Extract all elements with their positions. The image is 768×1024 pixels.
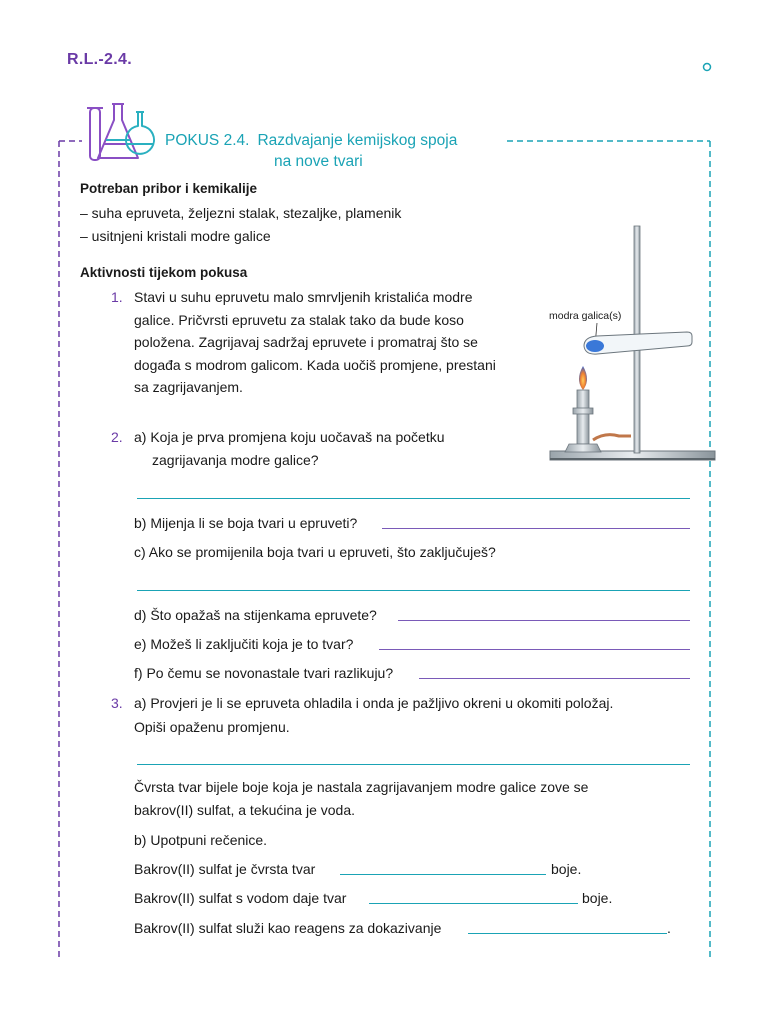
- question-3b: b) Upotpuni rečenice.: [134, 832, 268, 848]
- answer-line-s2[interactable]: [369, 903, 578, 904]
- bunsen-burner-apparatus-illustration: [545, 222, 720, 467]
- question-2f: f) Po čemu se novonastale tvari razlikuju?: [134, 665, 394, 681]
- answer-line-2a[interactable]: [137, 498, 690, 499]
- answer-line-s1[interactable]: [340, 874, 546, 875]
- question-3a-cont: Opiši opaženu promjenu.: [134, 719, 290, 735]
- lab-glassware-icon: [84, 100, 160, 168]
- worksheet-code: R.L.-2.4.: [67, 51, 132, 68]
- step1-line: galice. Pričvrsti epruvetu za stalak tako da bude koso: [134, 311, 464, 328]
- answer-line-2c[interactable]: [137, 590, 690, 591]
- step1-line: sa zagrijavanjem.: [134, 379, 243, 395]
- answer-line-2b[interactable]: [382, 528, 690, 529]
- activities-heading: Aktivnosti tijekom pokusa: [80, 265, 248, 280]
- question-2c: c) Ako se promijenila boja tvari u epruveti, što zaključuješ?: [134, 544, 496, 560]
- answer-line-2f[interactable]: [419, 678, 690, 679]
- question-2a: a) Koja je prva promjena koju uočavaš na početku: [134, 429, 445, 445]
- step-number: 2.: [111, 429, 123, 445]
- sentence-2-end: boje.: [582, 890, 613, 906]
- question-2b: b) Mijenja li se boja tvari u epruveti?: [134, 515, 358, 531]
- answer-line-3a[interactable]: [137, 764, 690, 765]
- sentence-2-start: Bakrov(II) sulfat s vodom daje tvar: [134, 890, 347, 906]
- step-number: 1.: [111, 289, 123, 305]
- answer-line-2d[interactable]: [398, 620, 690, 621]
- sentence-3-start: Bakrov(II) sulfat služi kao reagens za dokazivanje: [134, 920, 442, 936]
- question-2e: e) Možeš li zaključiti koja je to tvar?: [134, 636, 354, 652]
- experiment-title-line1: Razdvajanje kemijskog spoja: [257, 132, 458, 149]
- experiment-number: POKUS 2.4.: [165, 132, 250, 149]
- apparatus-label: modra galica(s): [549, 310, 622, 322]
- answer-line-s3[interactable]: [468, 933, 667, 934]
- sentence-1-end: boje.: [551, 861, 582, 877]
- question-3a: a) Provjeri je li se epruveta ohladila i onda je pažljivo okreni u okomiti položaj.: [134, 695, 614, 711]
- info-text-line1: Čvrsta tvar bijele boje koja je nastala zagrijavanjem modre galice zove se: [134, 779, 589, 795]
- experiment-title-line2: na nove tvari: [274, 153, 363, 170]
- equipment-item: – usitnjeni kristali modre galice: [80, 228, 271, 244]
- answer-line-2e[interactable]: [379, 649, 690, 650]
- equipment-item: – suha epruveta, željezni stalak, stezaljke, plamenik: [80, 205, 402, 221]
- step1-line: položena. Zagrijavaj sadržaj epruvete i promatraj što se: [134, 334, 478, 350]
- sentence-3-end: .: [667, 920, 671, 936]
- step-number: 3.: [111, 695, 123, 711]
- question-2d: d) Što opažaš na stijenkama epruvete?: [134, 607, 377, 623]
- info-text-line2: bakrov(II) sulfat, a tekućina je voda.: [134, 802, 355, 818]
- step1-text: [134, 286, 534, 399]
- step1-line: Stavi u suhu epruvetu malo smrvljenih kristalića modre: [134, 289, 473, 305]
- sentence-1-start: Bakrov(II) sulfat je čvrsta tvar: [134, 861, 316, 877]
- equipment-heading: Potreban pribor i kemikalije: [80, 181, 258, 196]
- experiment-title: [165, 130, 457, 172]
- question-2a-cont: zagrijavanja modre galice?: [152, 452, 319, 468]
- step1-line: događa s modrom galicom. Kada uočiš promjene, prestani: [134, 356, 496, 373]
